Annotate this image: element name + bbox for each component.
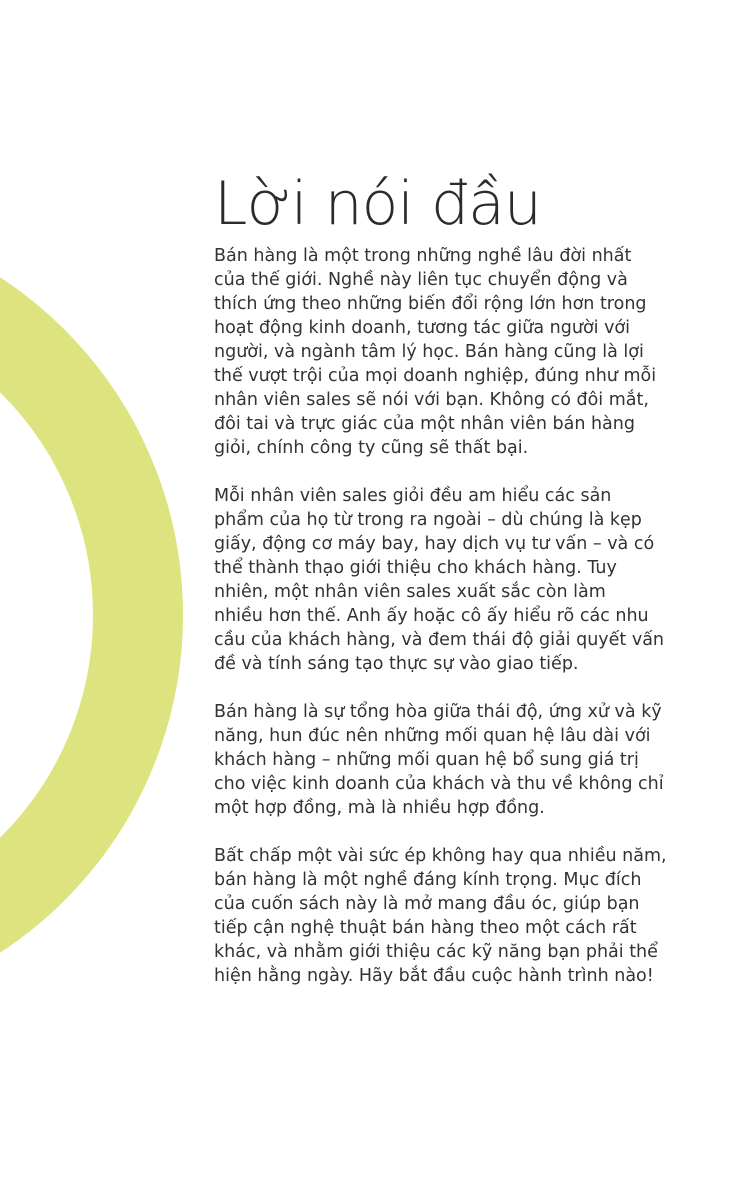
paragraph-line: Bán hàng là sự tổng hòa giữa thái độ, ứng xử và kỹ — [214, 702, 662, 722]
preface-content — [214, 168, 674, 1012]
paragraph-line: thích ứng theo những biến đổi rộng lớn hơn trong — [214, 294, 647, 314]
paragraph-line: Bán hàng là một trong những nghề lâu đời nhất — [214, 246, 632, 266]
paragraph-line: thể thành thạo giới thiệu cho khách hàng. Tuy — [214, 558, 617, 578]
paragraph-line: năng, hun đúc nên những mối quan hệ lâu dài với — [214, 726, 651, 746]
paragraph-line: đề và tính sáng tạo thực sự vào giao tiếp. — [214, 654, 579, 674]
paragraph-line: của cuốn sách này là mở mang đầu óc, giúp bạn — [214, 894, 640, 914]
paragraph-line: giấy, động cơ máy bay, hay dịch vụ tư vấn – và có — [214, 534, 655, 554]
paragraph-line: một hợp đồng, mà là nhiều hợp đồng. — [214, 798, 545, 818]
paragraph-2 — [214, 484, 674, 676]
ring-arc — [0, 257, 138, 973]
page-title: Lời nói đầu — [214, 169, 541, 239]
paragraph-line: nhân viên sales sẽ nói với bạn. Không có đôi mắt, — [214, 390, 649, 410]
paragraph-line: nhiên, một nhân viên sales xuất sắc còn làm — [214, 582, 606, 602]
paragraph-4 — [214, 844, 674, 988]
paragraph-line: phẩm của họ từ trong ra ngoài – dù chúng là kẹp — [214, 510, 642, 530]
paragraph-line: thế vượt trội của mọi doanh nghiệp, đúng như mỗi — [214, 366, 657, 386]
paragraph-line: giỏi, chính công ty cũng sẽ thất bại. — [214, 438, 529, 458]
paragraph-line: hoạt động kinh doanh, tương tác giữa người với — [214, 318, 631, 338]
paragraph-line: Bất chấp một vài sức ép không hay qua nhiều năm, — [214, 846, 667, 866]
paragraph-line: của thế giới. Nghề này liên tục chuyển động và — [214, 270, 628, 290]
paragraph-line: khác, và nhằm giới thiệu các kỹ năng bạn phải thể — [214, 942, 658, 962]
paragraph-3 — [214, 700, 674, 820]
paragraph-1 — [214, 244, 674, 460]
paragraph-line: Mỗi nhân viên sales giỏi đều am hiểu các sản — [214, 486, 612, 506]
paragraph-line: nhiều hơn thế. Anh ấy hoặc cô ấy hiểu rõ các nhu — [214, 606, 649, 626]
paragraph-line: khách hàng – những mối quan hệ bổ sung giá trị — [214, 750, 639, 770]
paragraph-line: cho việc kinh doanh của khách và thu về không chỉ — [214, 774, 664, 794]
paragraph-line: bán hàng là một nghề đáng kính trọng. Mục đích — [214, 870, 642, 890]
paragraph-line: hiện hằng ngày. Hãy bắt đầu cuộc hành trình nào! — [214, 966, 654, 986]
paragraph-line: tiếp cận nghệ thuật bán hàng theo một cách rất — [214, 918, 637, 938]
paragraph-line: người, và ngành tâm lý học. Bán hàng cũng là lợi — [214, 342, 644, 362]
paragraph-line: cầu của khách hàng, và đem thái độ giải quyết vấn — [214, 630, 665, 650]
paragraph-line: đôi tai và trực giác của một nhân viên bán hàng — [214, 414, 635, 434]
